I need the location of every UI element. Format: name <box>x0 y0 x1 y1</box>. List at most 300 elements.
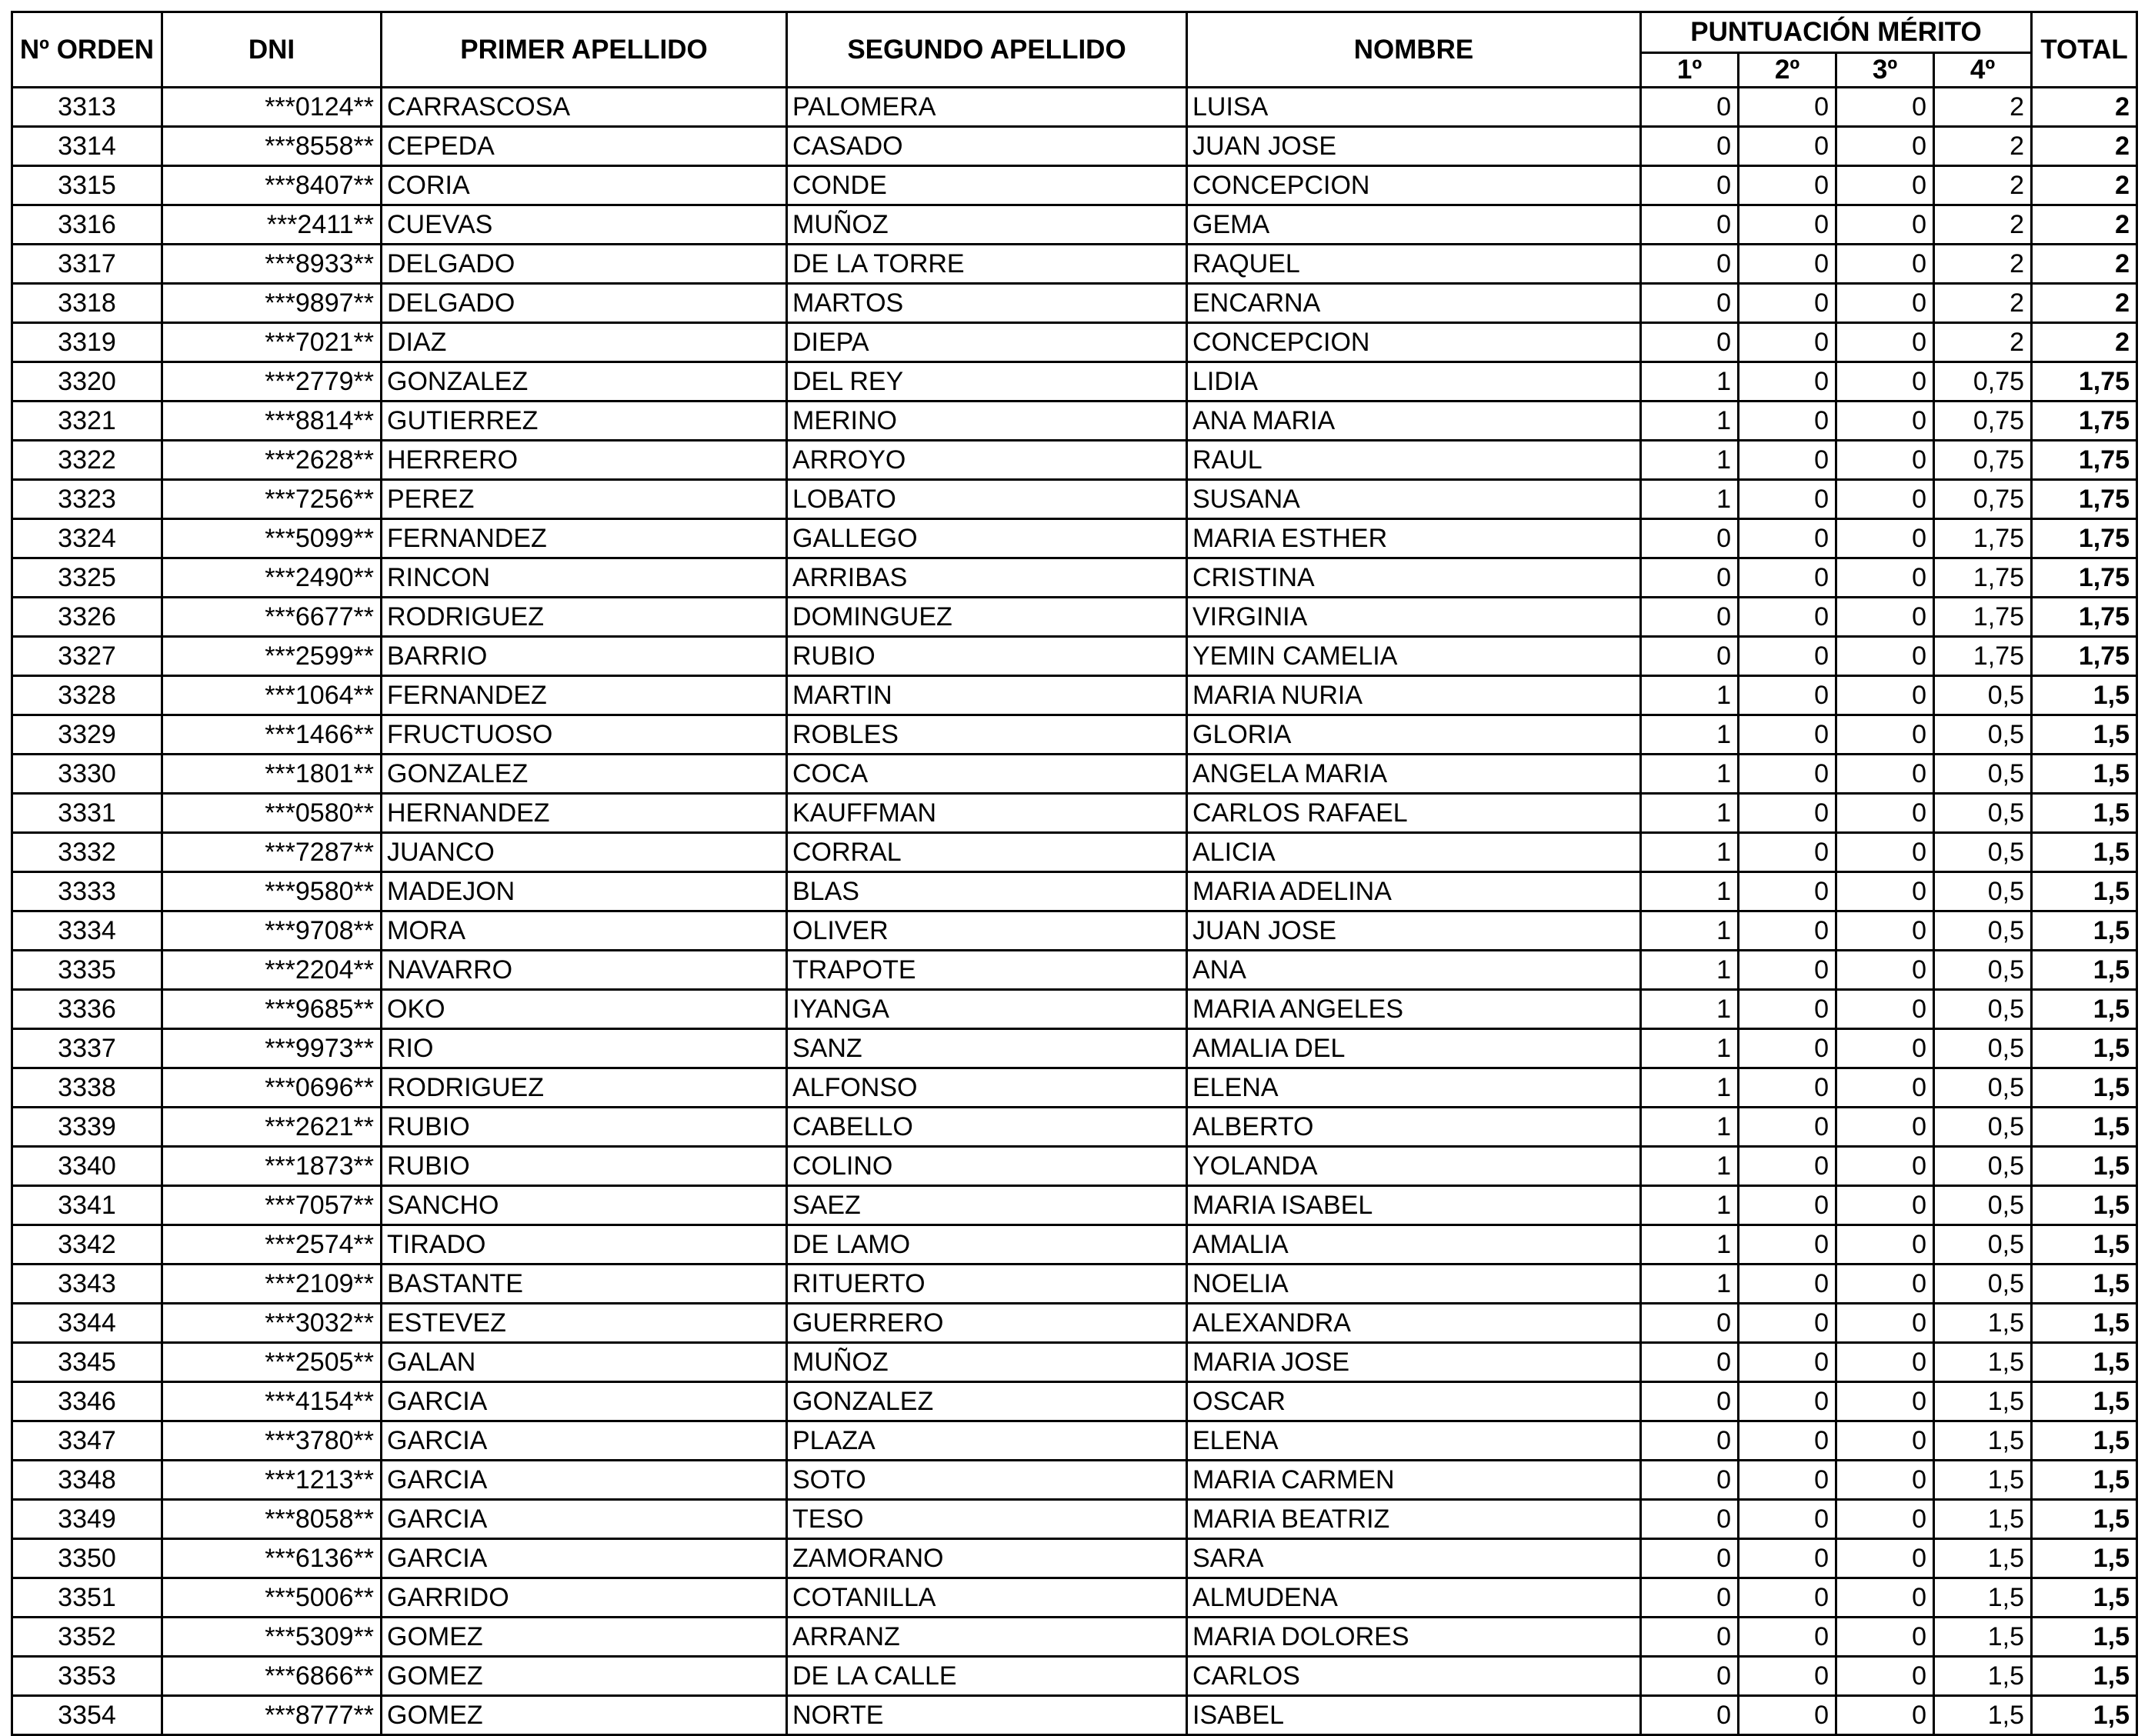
table-row <box>12 284 2137 323</box>
cell-orden: 3344 <box>12 1304 162 1343</box>
cell-p1: 0 <box>1641 1461 1739 1500</box>
cell-orden: 3342 <box>12 1225 162 1265</box>
cell-p3: 0 <box>1836 1382 1934 1421</box>
cell-segundo-apellido: CORRAL <box>787 833 1187 872</box>
cell-segundo-apellido: ZAMORANO <box>787 1539 1187 1578</box>
cell-nombre: ANGELA MARIA <box>1187 755 1641 794</box>
cell-dni: ***5006** <box>162 1578 382 1618</box>
cell-dni: ***6136** <box>162 1539 382 1578</box>
cell-p2: 0 <box>1739 441 1836 480</box>
cell-dni: ***9973** <box>162 1029 382 1068</box>
cell-segundo-apellido: TRAPOTE <box>787 951 1187 990</box>
cell-nombre: AMALIA DEL <box>1187 1029 1641 1068</box>
cell-p2: 0 <box>1739 245 1836 284</box>
cell-p2: 0 <box>1739 88 1836 127</box>
cell-nombre: ALBERTO <box>1187 1108 1641 1147</box>
cell-orden: 3340 <box>12 1147 162 1186</box>
header-p2: 2º <box>1739 53 1836 88</box>
cell-p4: 1,75 <box>1934 558 2032 598</box>
cell-primer-apellido: GARCIA <box>382 1421 787 1461</box>
cell-segundo-apellido: DOMINGUEZ <box>787 598 1187 637</box>
cell-nombre: MARIA ANGELES <box>1187 990 1641 1029</box>
cell-p2: 0 <box>1739 1186 1836 1225</box>
cell-orden: 3323 <box>12 480 162 519</box>
cell-segundo-apellido: MUÑOZ <box>787 205 1187 245</box>
cell-nombre: ANA <box>1187 951 1641 990</box>
cell-p4: 0,75 <box>1934 441 2032 480</box>
cell-primer-apellido: RIO <box>382 1029 787 1068</box>
cell-segundo-apellido: PLAZA <box>787 1421 1187 1461</box>
cell-p1: 1 <box>1641 833 1739 872</box>
cell-p3: 0 <box>1836 284 1934 323</box>
cell-nombre: CARLOS RAFAEL <box>1187 794 1641 833</box>
cell-p1: 0 <box>1641 245 1739 284</box>
cell-segundo-apellido: OLIVER <box>787 911 1187 951</box>
cell-primer-apellido: DIAZ <box>382 323 787 362</box>
cell-p4: 0,75 <box>1934 480 2032 519</box>
cell-p1: 0 <box>1641 519 1739 558</box>
table-row <box>12 1578 2137 1618</box>
cell-p3: 0 <box>1836 1539 1934 1578</box>
cell-total: 1,5 <box>2032 1461 2137 1500</box>
cell-orden: 3352 <box>12 1618 162 1657</box>
cell-p4: 2 <box>1934 88 2032 127</box>
cell-segundo-apellido: MUÑOZ <box>787 1343 1187 1382</box>
cell-p2: 0 <box>1739 1382 1836 1421</box>
cell-p4: 2 <box>1934 166 2032 205</box>
cell-total: 1,5 <box>2032 794 2137 833</box>
cell-nombre: CONCEPCION <box>1187 323 1641 362</box>
cell-dni: ***4154** <box>162 1382 382 1421</box>
table-row <box>12 205 2137 245</box>
cell-p3: 0 <box>1836 1068 1934 1108</box>
cell-nombre: YEMIN CAMELIA <box>1187 637 1641 676</box>
cell-dni: ***6866** <box>162 1657 382 1696</box>
cell-segundo-apellido: LOBATO <box>787 480 1187 519</box>
cell-total: 1,5 <box>2032 1225 2137 1265</box>
header-primer-apellido: PRIMER APELLIDO <box>382 12 787 88</box>
cell-total: 2 <box>2032 166 2137 205</box>
cell-p3: 0 <box>1836 1225 1934 1265</box>
cell-p3: 0 <box>1836 88 1934 127</box>
cell-p1: 0 <box>1641 1696 1739 1735</box>
cell-primer-apellido: GALAN <box>382 1343 787 1382</box>
cell-primer-apellido: CARRASCOSA <box>382 88 787 127</box>
cell-p1: 0 <box>1641 1578 1739 1618</box>
cell-p2: 0 <box>1739 872 1836 911</box>
cell-nombre: MARIA DOLORES <box>1187 1618 1641 1657</box>
cell-orden: 3326 <box>12 598 162 637</box>
cell-orden: 3348 <box>12 1461 162 1500</box>
cell-primer-apellido: CUEVAS <box>382 205 787 245</box>
cell-total: 2 <box>2032 284 2137 323</box>
cell-segundo-apellido: BLAS <box>787 872 1187 911</box>
cell-p3: 0 <box>1836 951 1934 990</box>
table-row <box>12 519 2137 558</box>
cell-p1: 0 <box>1641 558 1739 598</box>
cell-dni: ***7057** <box>162 1186 382 1225</box>
cell-segundo-apellido: COTANILLA <box>787 1578 1187 1618</box>
table-row <box>12 1225 2137 1265</box>
table-row <box>12 1382 2137 1421</box>
cell-primer-apellido: GONZALEZ <box>382 362 787 402</box>
cell-p1: 1 <box>1641 441 1739 480</box>
table-row <box>12 1421 2137 1461</box>
cell-p4: 0,75 <box>1934 362 2032 402</box>
cell-p1: 0 <box>1641 323 1739 362</box>
cell-p4: 1,5 <box>1934 1618 2032 1657</box>
cell-dni: ***1213** <box>162 1461 382 1500</box>
cell-orden: 3321 <box>12 402 162 441</box>
table-row <box>12 1461 2137 1500</box>
cell-p1: 1 <box>1641 755 1739 794</box>
cell-total: 1,5 <box>2032 676 2137 715</box>
cell-total: 1,5 <box>2032 715 2137 755</box>
cell-segundo-apellido: IYANGA <box>787 990 1187 1029</box>
cell-nombre: LUISA <box>1187 88 1641 127</box>
cell-p3: 0 <box>1836 1500 1934 1539</box>
cell-segundo-apellido: PALOMERA <box>787 88 1187 127</box>
cell-primer-apellido: TIRADO <box>382 1225 787 1265</box>
cell-p4: 0,5 <box>1934 676 2032 715</box>
cell-primer-apellido: FRUCTUOSO <box>382 715 787 755</box>
cell-segundo-apellido: CONDE <box>787 166 1187 205</box>
cell-nombre: ALICIA <box>1187 833 1641 872</box>
cell-nombre: SARA <box>1187 1539 1641 1578</box>
cell-segundo-apellido: MARTIN <box>787 676 1187 715</box>
cell-p4: 0,5 <box>1934 1265 2032 1304</box>
cell-orden: 3317 <box>12 245 162 284</box>
cell-p4: 1,5 <box>1934 1539 2032 1578</box>
cell-nombre: ANA MARIA <box>1187 402 1641 441</box>
cell-total: 1,75 <box>2032 558 2137 598</box>
cell-p2: 0 <box>1739 1539 1836 1578</box>
cell-orden: 3328 <box>12 676 162 715</box>
cell-p2: 0 <box>1739 1343 1836 1382</box>
cell-p2: 0 <box>1739 715 1836 755</box>
cell-primer-apellido: MADEJON <box>382 872 787 911</box>
cell-orden: 3318 <box>12 284 162 323</box>
cell-primer-apellido: GUTIERREZ <box>382 402 787 441</box>
table-row <box>12 755 2137 794</box>
cell-total: 1,75 <box>2032 637 2137 676</box>
cell-nombre: CRISTINA <box>1187 558 1641 598</box>
cell-orden: 3330 <box>12 755 162 794</box>
table-row <box>12 990 2137 1029</box>
cell-p4: 0,75 <box>1934 402 2032 441</box>
cell-orden: 3316 <box>12 205 162 245</box>
cell-dni: ***2621** <box>162 1108 382 1147</box>
cell-nombre: LIDIA <box>1187 362 1641 402</box>
cell-dni: ***1466** <box>162 715 382 755</box>
cell-p1: 0 <box>1641 1500 1739 1539</box>
table-row <box>12 1618 2137 1657</box>
header-p3: 3º <box>1836 53 1934 88</box>
cell-p3: 0 <box>1836 1343 1934 1382</box>
cell-p1: 1 <box>1641 1108 1739 1147</box>
cell-primer-apellido: GARCIA <box>382 1500 787 1539</box>
cell-segundo-apellido: GONZALEZ <box>787 1382 1187 1421</box>
cell-segundo-apellido: MARTOS <box>787 284 1187 323</box>
cell-p3: 0 <box>1836 362 1934 402</box>
cell-p3: 0 <box>1836 519 1934 558</box>
cell-p2: 0 <box>1739 284 1836 323</box>
cell-nombre: MARIA ADELINA <box>1187 872 1641 911</box>
cell-dni: ***8814** <box>162 402 382 441</box>
cell-p4: 0,5 <box>1934 1068 2032 1108</box>
cell-orden: 3324 <box>12 519 162 558</box>
table-row <box>12 1186 2137 1225</box>
cell-total: 2 <box>2032 88 2137 127</box>
cell-segundo-apellido: NORTE <box>787 1696 1187 1735</box>
cell-p2: 0 <box>1739 480 1836 519</box>
cell-p3: 0 <box>1836 166 1934 205</box>
cell-total: 1,5 <box>2032 1186 2137 1225</box>
cell-orden: 3341 <box>12 1186 162 1225</box>
merit-score-table <box>11 11 2138 1736</box>
cell-primer-apellido: HERNANDEZ <box>382 794 787 833</box>
cell-orden: 3329 <box>12 715 162 755</box>
cell-p1: 1 <box>1641 362 1739 402</box>
cell-nombre: VIRGINIA <box>1187 598 1641 637</box>
cell-p2: 0 <box>1739 1147 1836 1186</box>
cell-orden: 3322 <box>12 441 162 480</box>
cell-segundo-apellido: SAEZ <box>787 1186 1187 1225</box>
cell-p1: 1 <box>1641 794 1739 833</box>
cell-p4: 1,5 <box>1934 1461 2032 1500</box>
cell-p1: 1 <box>1641 1225 1739 1265</box>
cell-p1: 0 <box>1641 1421 1739 1461</box>
cell-segundo-apellido: DE LA TORRE <box>787 245 1187 284</box>
cell-segundo-apellido: ROBLES <box>787 715 1187 755</box>
cell-p2: 0 <box>1739 1304 1836 1343</box>
cell-nombre: ALEXANDRA <box>1187 1304 1641 1343</box>
table-row <box>12 323 2137 362</box>
cell-dni: ***2574** <box>162 1225 382 1265</box>
table-row <box>12 1696 2137 1735</box>
cell-orden: 3354 <box>12 1696 162 1735</box>
cell-p2: 0 <box>1739 1500 1836 1539</box>
cell-dni: ***2779** <box>162 362 382 402</box>
cell-p2: 0 <box>1739 794 1836 833</box>
cell-orden: 3336 <box>12 990 162 1029</box>
cell-p1: 0 <box>1641 1304 1739 1343</box>
cell-orden: 3315 <box>12 166 162 205</box>
table-row <box>12 598 2137 637</box>
cell-orden: 3347 <box>12 1421 162 1461</box>
cell-p4: 1,75 <box>1934 598 2032 637</box>
cell-dni: ***9708** <box>162 911 382 951</box>
table-row <box>12 1304 2137 1343</box>
cell-orden: 3351 <box>12 1578 162 1618</box>
cell-dni: ***9897** <box>162 284 382 323</box>
cell-total: 1,5 <box>2032 1108 2137 1147</box>
table-row <box>12 676 2137 715</box>
cell-primer-apellido: GARCIA <box>382 1461 787 1500</box>
cell-dni: ***9580** <box>162 872 382 911</box>
cell-dni: ***1801** <box>162 755 382 794</box>
cell-p3: 0 <box>1836 1618 1934 1657</box>
cell-total: 1,5 <box>2032 911 2137 951</box>
cell-orden: 3313 <box>12 88 162 127</box>
cell-p1: 0 <box>1641 1539 1739 1578</box>
cell-dni: ***2505** <box>162 1343 382 1382</box>
cell-primer-apellido: GONZALEZ <box>382 755 787 794</box>
cell-p4: 2 <box>1934 323 2032 362</box>
cell-p3: 0 <box>1836 402 1934 441</box>
cell-p4: 0,5 <box>1934 833 2032 872</box>
cell-p3: 0 <box>1836 1304 1934 1343</box>
cell-total: 1,75 <box>2032 362 2137 402</box>
cell-p2: 0 <box>1739 598 1836 637</box>
cell-dni: ***1064** <box>162 676 382 715</box>
cell-primer-apellido: CORIA <box>382 166 787 205</box>
cell-segundo-apellido: CASADO <box>787 127 1187 166</box>
header-orden: Nº ORDEN <box>12 12 162 88</box>
cell-p3: 0 <box>1836 1421 1934 1461</box>
cell-orden: 3333 <box>12 872 162 911</box>
cell-p2: 0 <box>1739 911 1836 951</box>
cell-total: 1,5 <box>2032 1421 2137 1461</box>
cell-segundo-apellido: ARROYO <box>787 441 1187 480</box>
cell-dni: ***8777** <box>162 1696 382 1735</box>
cell-nombre: NOELIA <box>1187 1265 1641 1304</box>
cell-dni: ***6677** <box>162 598 382 637</box>
cell-p1: 0 <box>1641 88 1739 127</box>
cell-p3: 0 <box>1836 872 1934 911</box>
cell-nombre: OSCAR <box>1187 1382 1641 1421</box>
cell-orden: 3350 <box>12 1539 162 1578</box>
cell-p1: 1 <box>1641 402 1739 441</box>
cell-dni: ***7256** <box>162 480 382 519</box>
cell-primer-apellido: GOMEZ <box>382 1657 787 1696</box>
cell-dni: ***8407** <box>162 166 382 205</box>
cell-p2: 0 <box>1739 362 1836 402</box>
cell-orden: 3334 <box>12 911 162 951</box>
cell-p2: 0 <box>1739 323 1836 362</box>
cell-nombre: CONCEPCION <box>1187 166 1641 205</box>
cell-dni: ***2628** <box>162 441 382 480</box>
cell-p1: 1 <box>1641 911 1739 951</box>
cell-nombre: ELENA <box>1187 1421 1641 1461</box>
cell-p4: 1,75 <box>1934 519 2032 558</box>
header-p1: 1º <box>1641 53 1739 88</box>
cell-p4: 0,5 <box>1934 755 2032 794</box>
cell-primer-apellido: RUBIO <box>382 1108 787 1147</box>
cell-total: 2 <box>2032 127 2137 166</box>
cell-dni: ***2109** <box>162 1265 382 1304</box>
table-header <box>12 12 2137 88</box>
cell-p2: 0 <box>1739 1108 1836 1147</box>
cell-total: 1,5 <box>2032 1343 2137 1382</box>
table-row <box>12 1068 2137 1108</box>
cell-nombre: MARIA ISABEL <box>1187 1186 1641 1225</box>
cell-p1: 0 <box>1641 127 1739 166</box>
cell-p3: 0 <box>1836 1147 1934 1186</box>
cell-segundo-apellido: ALFONSO <box>787 1068 1187 1108</box>
cell-primer-apellido: RUBIO <box>382 1147 787 1186</box>
header-nombre: NOMBRE <box>1187 12 1641 88</box>
cell-p4: 1,5 <box>1934 1421 2032 1461</box>
cell-orden: 3337 <box>12 1029 162 1068</box>
table-row <box>12 1343 2137 1382</box>
cell-orden: 3314 <box>12 127 162 166</box>
cell-total: 1,5 <box>2032 1265 2137 1304</box>
cell-p4: 1,5 <box>1934 1500 2032 1539</box>
cell-total: 1,5 <box>2032 755 2137 794</box>
table-row <box>12 1265 2137 1304</box>
cell-primer-apellido: RINCON <box>382 558 787 598</box>
cell-p4: 0,5 <box>1934 1029 2032 1068</box>
cell-p2: 0 <box>1739 558 1836 598</box>
table-row <box>12 127 2137 166</box>
header-segundo-apellido: SEGUNDO APELLIDO <box>787 12 1187 88</box>
cell-total: 2 <box>2032 245 2137 284</box>
cell-p3: 0 <box>1836 755 1934 794</box>
cell-dni: ***8933** <box>162 245 382 284</box>
cell-p4: 2 <box>1934 205 2032 245</box>
cell-orden: 3345 <box>12 1343 162 1382</box>
cell-p3: 0 <box>1836 1696 1934 1735</box>
cell-total: 1,5 <box>2032 1500 2137 1539</box>
cell-primer-apellido: GARRIDO <box>382 1578 787 1618</box>
cell-p2: 0 <box>1739 1696 1836 1735</box>
cell-segundo-apellido: RITUERTO <box>787 1265 1187 1304</box>
cell-segundo-apellido: TESO <box>787 1500 1187 1539</box>
cell-p1: 1 <box>1641 1068 1739 1108</box>
cell-p1: 1 <box>1641 480 1739 519</box>
table-row <box>12 441 2137 480</box>
cell-primer-apellido: JUANCO <box>382 833 787 872</box>
cell-p4: 0,5 <box>1934 1147 2032 1186</box>
cell-primer-apellido: HERRERO <box>382 441 787 480</box>
cell-p2: 0 <box>1739 1618 1836 1657</box>
table-row <box>12 1147 2137 1186</box>
cell-p1: 0 <box>1641 1618 1739 1657</box>
cell-p1: 0 <box>1641 637 1739 676</box>
cell-p4: 1,75 <box>1934 637 2032 676</box>
cell-p3: 0 <box>1836 441 1934 480</box>
cell-total: 1,5 <box>2032 1539 2137 1578</box>
cell-p2: 0 <box>1739 127 1836 166</box>
cell-p4: 1,5 <box>1934 1382 2032 1421</box>
cell-primer-apellido: GARCIA <box>382 1539 787 1578</box>
table-row <box>12 1657 2137 1696</box>
cell-nombre: GLORIA <box>1187 715 1641 755</box>
cell-nombre: CARLOS <box>1187 1657 1641 1696</box>
cell-p3: 0 <box>1836 1578 1934 1618</box>
cell-dni: ***7021** <box>162 323 382 362</box>
cell-primer-apellido: SANCHO <box>382 1186 787 1225</box>
cell-nombre: MARIA ESTHER <box>1187 519 1641 558</box>
cell-nombre: YOLANDA <box>1187 1147 1641 1186</box>
cell-p3: 0 <box>1836 833 1934 872</box>
table-row <box>12 833 2137 872</box>
cell-segundo-apellido: ARRIBAS <box>787 558 1187 598</box>
cell-nombre: RAQUEL <box>1187 245 1641 284</box>
cell-orden: 3331 <box>12 794 162 833</box>
cell-nombre: JUAN JOSE <box>1187 911 1641 951</box>
cell-orden: 3346 <box>12 1382 162 1421</box>
cell-segundo-apellido: DE LAMO <box>787 1225 1187 1265</box>
cell-total: 2 <box>2032 205 2137 245</box>
cell-nombre: ALMUDENA <box>1187 1578 1641 1618</box>
cell-p1: 1 <box>1641 676 1739 715</box>
cell-segundo-apellido: ARRANZ <box>787 1618 1187 1657</box>
cell-nombre: ENCARNA <box>1187 284 1641 323</box>
cell-p1: 1 <box>1641 1186 1739 1225</box>
cell-p3: 0 <box>1836 598 1934 637</box>
